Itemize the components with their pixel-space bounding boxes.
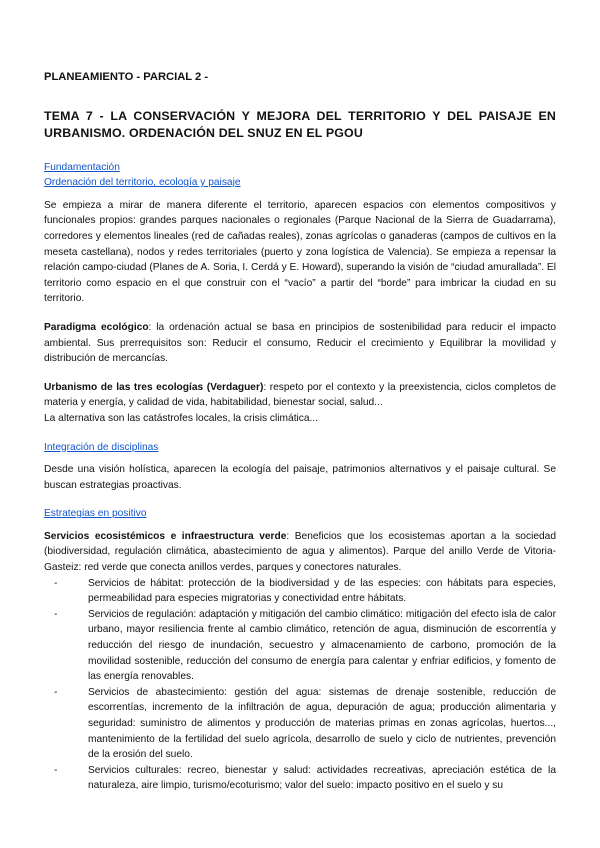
dash-bullet: - [54, 686, 58, 698]
urbanismo-label: Urbanismo de las tres ecologías (Verdaguer) [44, 381, 264, 393]
document-header: PLANEAMIENTO - PARCIAL 2 - [44, 71, 209, 83]
list-item-text: Servicios de abastecimiento: gestión del agua: sistemas de drenaje sostenible, reducción de escorrentías, incremento de la infiltración de agua, depuración de agua; producción alimentaria y seguridad: suministro de alimentos y producción de materias primas en zonas agrícolas, huertos..., mantenimiento de la fertilidad del suelo agrícola, desarrollo de suelo y ciclo de nutrientes, prevención de la erosión del suelo. [88, 686, 556, 761]
paragraph-urbanismo [44, 380, 556, 411]
urbanismo-text: : respeto por el contexto y la preexistencia, ciclos completos de materia y energía, y calidad de vida, habitabilidad, bienestar social, salud... [44, 381, 556, 409]
list-item [54, 607, 556, 685]
subheading-ordenacion[interactable]: Ordenación del territorio, ecología y paisaje [44, 177, 241, 189]
list-item [54, 763, 556, 794]
heading-integracion[interactable]: Integración de disciplinas [44, 441, 159, 453]
paragraph-integracion: Desde una visión holística, aparecen la ecología del paisaje, patrimonios alternativos y el paisaje cultural. Se buscan estrategias proactivas. [44, 464, 556, 491]
servicios-label: Servicios ecosistémicos e infraestructura verde [44, 530, 287, 542]
dash-bullet: - [54, 577, 58, 589]
list-item [54, 576, 556, 607]
list-item-text: Servicios de hábitat: protección de la biodiversidad y de las especies: con hábitats para especies, permeabilidad para especies migratorias y conectividad entre hábitats. [88, 577, 556, 605]
list-item [54, 685, 556, 763]
paragraph-servicios [44, 529, 556, 576]
paragraph-paradigma [44, 320, 556, 367]
paragraph-territorio: Se empieza a mirar de manera diferente el territorio, aparecen espacios con elementos compositivos y funcionales propios: grandes parques nacionales o regionales (Parque Nacional de la Sierra de Guadarrama), corredores y elementos lineales (red de cañadas reales), zonas agrícolas o ganaderas (campos de cultivos en la meseta castellana), nodos y redes territoriales (puerto y zona logística de Valencia). Se empieza a repensar la relación campo-ciudad (Planes de A. Soria, I. Cerdá y E. Howard), superando la visión de “ciudad amurallada”. El territorio como espacio en el que construir con el “vacío” a partir del “borde” para imbricar la ciudad en su territorio. [44, 199, 556, 305]
servicios-text: : Beneficios que los ecosistemas aportan a la sociedad (biodiversidad, regulación climática, abastecimiento de agua y alimentos). Parque del anillo Verde de Vitoria-Gasteiz: red verde que conecta anillos verdes, parques y conectores naturales. [44, 530, 556, 574]
list-item-text: Servicios de regulación: adaptación y mitigación del cambio climático: mitigación del efecto isla de calor urbano, mayor resiliencia frente al cambio climático, retención de agua, disminución de escorrentía y reducción del riesgo de inundación, secuestro y almacenamiento de carbono, promoción de la movilidad sostenible, reducción del consumo de energía para calentar y enfriar edificios, y fomento de las energía renovables. [88, 608, 556, 683]
paragraph-alternativa: La alternativa son las catástrofes locales, la crisis climática... [44, 412, 319, 424]
document-title: TEMA 7 - LA CONSERVACIÓN Y MEJORA DEL TERRITORIO Y DEL PAISAJE EN URBANISMO. ORDENACIÓN DEL SNUZ EN EL PGOU [44, 108, 556, 140]
paradigma-label: Paradigma ecológico [44, 321, 149, 333]
dash-bullet: - [54, 608, 58, 620]
list-item-text: Servicios culturales: recreo, bienestar y salud: actividades recreativas, apreciación estética de la naturaleza, aire limpio, turismo/ecoturismo; valor del suelo: impacto positivo en el suelo y su [88, 764, 556, 792]
services-list [44, 576, 556, 794]
paradigma-text: : la ordenación actual se basa en principios de sostenibilidad para reducir el impacto ambiental. Sus prerrequisitos son: Reducir el consumo, Reducir el crecimiento y Equilibrar la movilidad y distribución de mercancías. [44, 321, 556, 365]
heading-fundamentacion[interactable]: Fundamentación [44, 161, 120, 173]
heading-estrategias[interactable]: Estrategias en positivo [44, 508, 147, 520]
dash-bullet: - [54, 764, 58, 776]
